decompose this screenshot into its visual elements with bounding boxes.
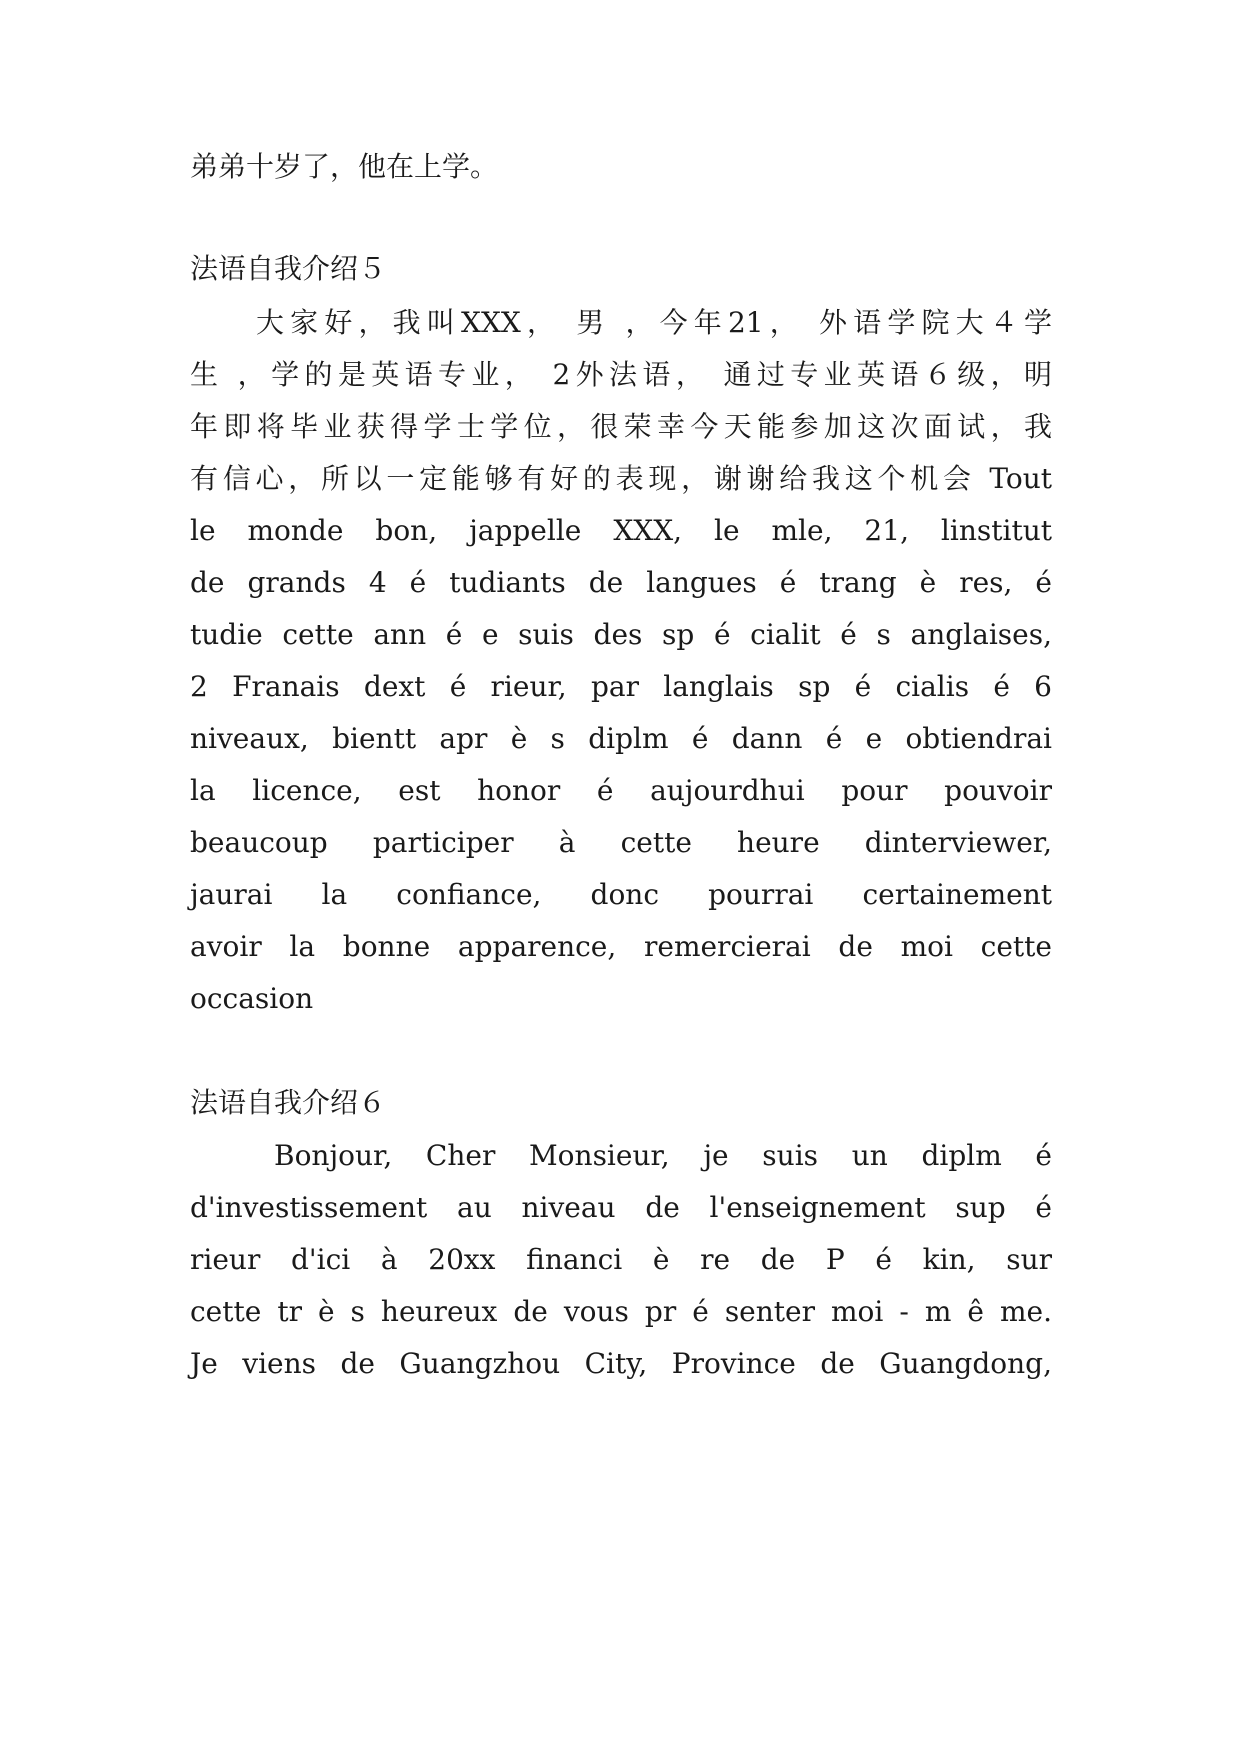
section-5-line: 2 Franais dext é rieur, par langlais sp é cialis é 6 bbox=[190, 670, 1052, 703]
section-6-title: 法语自我介绍６ bbox=[190, 1086, 387, 1119]
document-page bbox=[190, 0, 1052, 1754]
section-6-line: Je viens de Guangzhou City, Province de Guangdong, bbox=[190, 1347, 1052, 1380]
section-5-line: beaucoup participer à cette heure dinterviewer, bbox=[190, 826, 1052, 859]
section-5-line: la licence, est honor é aujourdhui pour pouvoir bbox=[190, 774, 1052, 807]
section-5-line: 有信心，所以一定能够有好的表现，谢谢给我这个机会 Tout bbox=[190, 462, 1052, 495]
section-5-line: 生 ，学的是英语专业， 2外法语， 通过专业英语６级，明 bbox=[190, 358, 1052, 391]
section-5-line: 年即将毕业获得学士学位，很荣幸今天能参加这次面试，我 bbox=[190, 410, 1052, 443]
section-5-line: le monde bon, jappelle XXX, le mle, 21, linstitut bbox=[190, 514, 1052, 547]
section-5-line: tudie cette ann é e suis des sp é cialit é s anglaises, bbox=[190, 618, 1052, 651]
section-5-line: de grands 4 é tudiants de langues é trang è res, é bbox=[190, 566, 1052, 599]
section-5-line: occasion bbox=[190, 982, 314, 1015]
section-6-line: rieur d'ici à 20xx financi è re de P é kin, sur bbox=[190, 1243, 1052, 1276]
section-6-line: Bonjour, Cher Monsieur, je suis un diplm é bbox=[274, 1139, 1052, 1172]
section-6-line: d'investissement au niveau de l'enseignement sup é bbox=[190, 1191, 1052, 1224]
section-6-line: cette tr è s heureux de vous pr é senter moi - m ê me. bbox=[190, 1295, 1052, 1328]
section-5-line: jaurai la confiance, donc pourrai certainement bbox=[190, 878, 1052, 911]
section-5-title: 法语自我介绍５ bbox=[190, 252, 387, 285]
section-5-line: 大家好，我叫XXX， 男 ，今年21， 外语学院大４学 bbox=[256, 306, 1052, 339]
section-5-line: niveaux, bientt apr è s diplm é dann é e obtiendrai bbox=[190, 722, 1052, 755]
section-5-line: avoir la bonne apparence, remercierai de moi cette bbox=[190, 930, 1052, 963]
paragraph-text: 弟弟十岁了，他在上学。 bbox=[190, 150, 499, 183]
